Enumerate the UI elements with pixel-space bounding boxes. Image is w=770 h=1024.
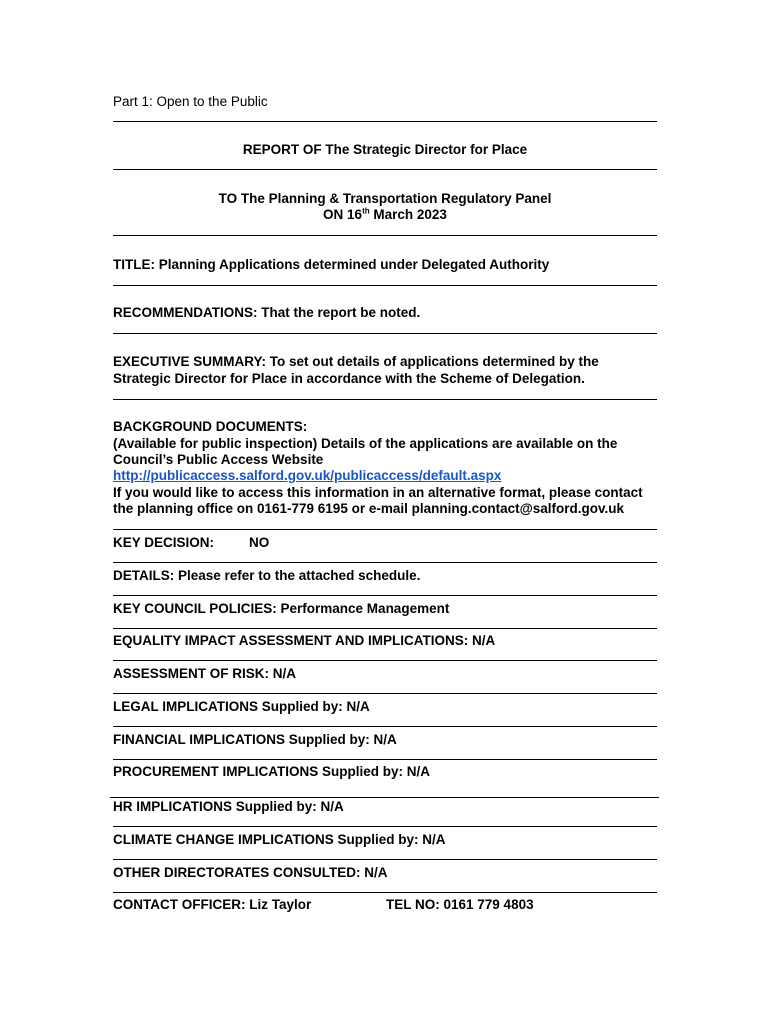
report-of: REPORT OF The Strategic Director for Place: [242, 142, 528, 157]
divider: [113, 726, 657, 727]
key-council-policies: KEY COUNCIL POLICIES: Performance Management: [113, 601, 450, 616]
equality-impact: EQUALITY IMPACT ASSESSMENT AND IMPLICATIONS: N/A: [113, 633, 496, 648]
key-decision-value: NO: [249, 535, 270, 550]
procurement-implications: PROCUREMENT IMPLICATIONS Supplied by: N/A: [113, 764, 430, 779]
divider: [113, 399, 657, 400]
divider: [113, 660, 657, 661]
report-title: TITLE: Planning Applications determined under Delegated Authority: [113, 257, 550, 272]
divider: [113, 529, 657, 530]
climate-change-implications: CLIMATE CHANGE IMPLICATIONS Supplied by: N/A: [113, 832, 446, 847]
part-label: Part 1: Open to the Public: [113, 94, 268, 109]
divider: [113, 333, 657, 334]
background-heading: BACKGROUND DOCUMENTS:: [113, 419, 308, 434]
background-line-4: the planning office on 0161-779 6195 or e-mail planning.contact@salford.gov.uk: [113, 501, 625, 516]
divider: [113, 628, 657, 629]
background-line-3: If you would like to access this information in an alternative format, please contact: [113, 485, 643, 500]
divider: [113, 892, 657, 893]
date-prefix: ON 16: [323, 207, 363, 222]
details: DETAILS: Please refer to the attached schedule.: [113, 568, 421, 583]
other-directorates: OTHER DIRECTORATES CONSULTED: N/A: [113, 865, 388, 880]
divider: [113, 562, 657, 563]
contact-tel: TEL NO: 0161 779 4803: [386, 897, 534, 912]
date-suffix: March 2023: [369, 207, 447, 222]
divider: [113, 759, 657, 760]
executive-summary-line-2: Strategic Director for Place in accordance with the Scheme of Delegation.: [113, 371, 585, 386]
background-line-1: (Available for public inspection) Details of the applications are available on the: [113, 436, 618, 451]
executive-summary-line-1: EXECUTIVE SUMMARY: To set out details of applications determined by the: [113, 354, 599, 369]
divider: [113, 235, 657, 236]
divider: [113, 859, 657, 860]
background-line-2: Council’s Public Access Website: [113, 452, 324, 467]
recommendations: RECOMMENDATIONS: That the report be noted.: [113, 305, 421, 320]
divider: [113, 121, 657, 122]
key-decision-label: KEY DECISION:: [113, 535, 215, 550]
public-access-link[interactable]: http://publicaccess.salford.gov.uk/publicaccess/default.aspx: [113, 468, 502, 483]
financial-implications: FINANCIAL IMPLICATIONS Supplied by: N/A: [113, 732, 397, 747]
hr-implications: HR IMPLICATIONS Supplied by: N/A: [113, 799, 344, 814]
report-date: [113, 206, 657, 223]
divider: [113, 595, 657, 596]
assessment-of-risk: ASSESSMENT OF RISK: N/A: [113, 666, 297, 681]
contact-officer: CONTACT OFFICER: Liz Taylor: [113, 897, 312, 912]
divider: [113, 693, 657, 694]
divider: [113, 285, 657, 286]
date-ordinal: th: [362, 206, 370, 216]
divider: [113, 169, 657, 170]
legal-implications: LEGAL IMPLICATIONS Supplied by: N/A: [113, 699, 370, 714]
report-to: TO The Planning & Transportation Regulatory Panel: [218, 191, 552, 206]
divider: [113, 826, 657, 827]
